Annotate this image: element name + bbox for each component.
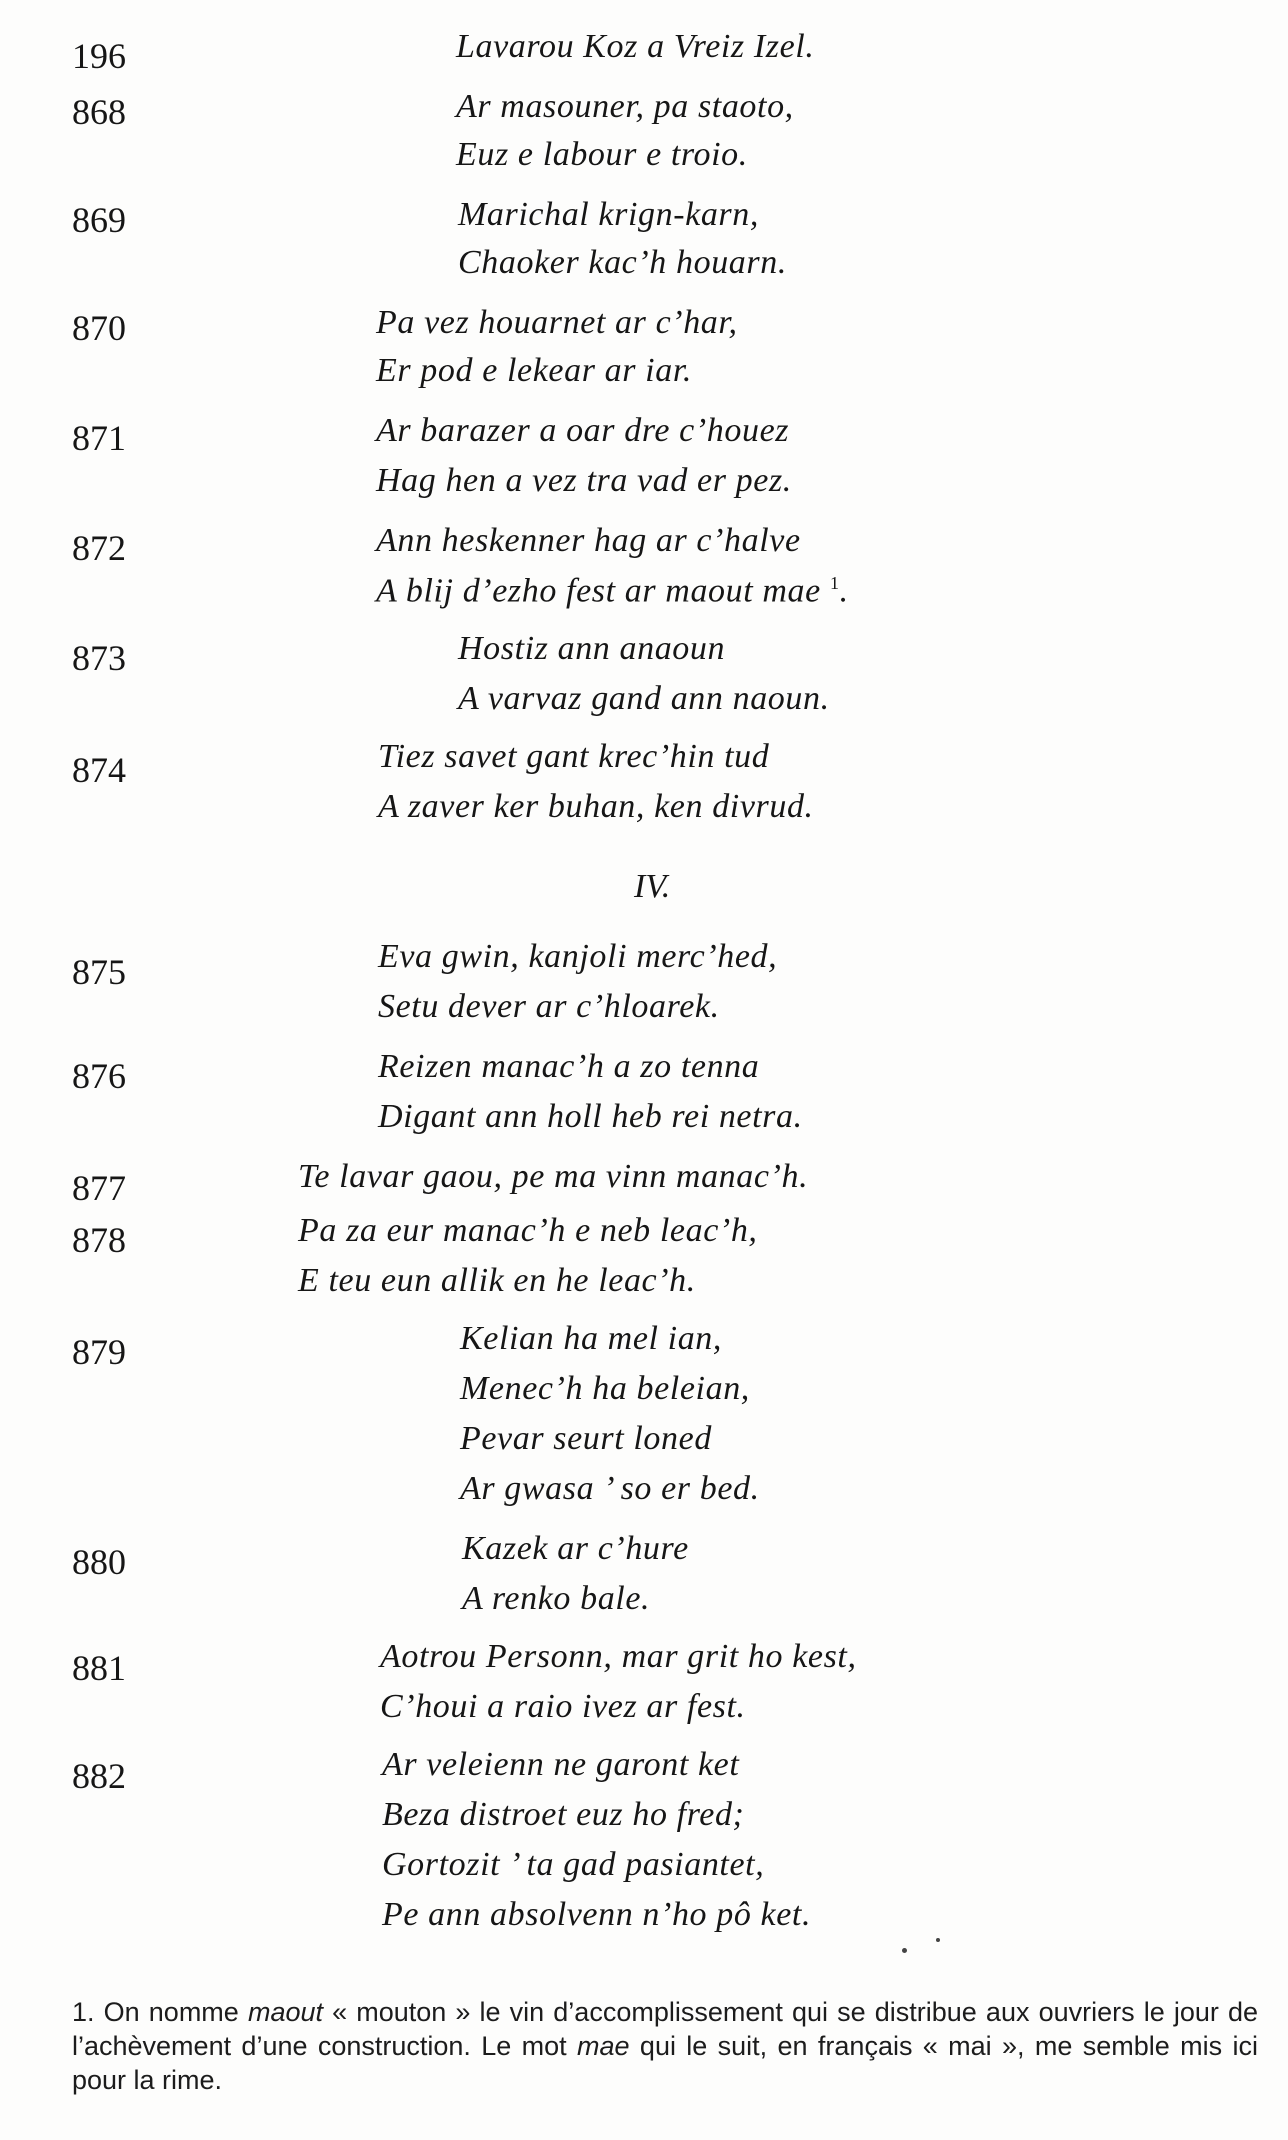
verse-line: Euz e labour e troio. <box>456 136 748 173</box>
footnote-term-maout: maout <box>247 1997 323 2027</box>
verse-line: Pa za eur manac’h e neb leac’h, <box>298 1212 758 1249</box>
proverb-number: 873 <box>72 638 126 678</box>
footnote-text: qui le suit, en français « mai », me semble mis ici pour la rime. <box>72 2031 1258 2095</box>
proverb-number: 878 <box>72 1220 126 1260</box>
verse-line: Aotrou Personn, mar grit ho kest, <box>380 1638 857 1675</box>
verse-line: Hostiz ann anaoun <box>458 630 726 667</box>
footnote-term-mae: mae <box>577 2031 630 2061</box>
proverb-number: 880 <box>72 1542 126 1582</box>
verse-line: Eva gwin, kanjoli merc’hed, <box>378 938 778 975</box>
proverb-number: 871 <box>72 418 126 458</box>
verse-line: Pe ann absolvenn n’ho pô ket. <box>382 1896 812 1933</box>
verse-line: Kazek ar c’hure <box>462 1530 689 1567</box>
proverb-number: 879 <box>72 1332 126 1372</box>
proverb-number: 876 <box>72 1056 126 1096</box>
proverb-number: 869 <box>72 200 126 240</box>
footnote-text: On nomme <box>103 1997 239 2027</box>
proverb-number: 875 <box>72 952 126 992</box>
verse-punctuation: . <box>839 572 849 610</box>
page-number: 196 <box>72 36 126 76</box>
verse-text: A blij d’ezho fest ar maout mae <box>376 572 821 610</box>
verse-line: Ar barazer a oar dre c’houez <box>376 412 790 449</box>
footnote-text: « mouton » le vin d’accomplissement qui se distribue aux ouvriers le jour de l’achèvement d’une construction. Le mot <box>72 1997 1258 2061</box>
verse-line: Ar veleienn ne garont ket <box>382 1746 740 1783</box>
verse-line: Kelian ha mel ian, <box>460 1320 722 1357</box>
verse-line: Gortozit ’ ta gad pasiantet, <box>382 1846 765 1883</box>
verse-line: Reizen manac’h a zo tenna <box>378 1048 760 1085</box>
proverb-number: 872 <box>72 528 126 568</box>
footnote-marker: 1. <box>72 1997 95 2027</box>
verse-line: Er pod e lekear ar iar. <box>376 352 692 389</box>
footnote-reference: 1 <box>829 573 840 593</box>
verse-line: Ar masouner, pa staoto, <box>456 88 794 125</box>
verse-line: A varvaz gand ann naoun. <box>458 680 830 717</box>
verse-line: Pa vez houarnet ar c’har, <box>376 304 738 341</box>
proverb-number: 881 <box>72 1648 126 1688</box>
verse-line: Chaoker kac’h houarn. <box>458 244 787 281</box>
verse-line: Digant ann holl heb rei netra. <box>378 1098 803 1135</box>
verse-line: A renko bale. <box>462 1580 651 1617</box>
verse-line: C’houi a raio ivez ar fest. <box>380 1688 746 1725</box>
verse-line: Hag hen a vez tra vad er pez. <box>376 462 792 499</box>
proverb-number: 877 <box>72 1168 126 1208</box>
verse-line: Pevar seurt loned <box>460 1420 712 1457</box>
verse-line: Tiez savet gant krec’hin tud <box>378 738 770 775</box>
verse-line: E teu eun allik en he leac’h. <box>298 1262 696 1299</box>
verse-line: Te lavar gaou, pe ma vinn manac’h. <box>298 1158 809 1195</box>
proverb-number: 874 <box>72 750 126 790</box>
verse-line: Ann heskenner hag ar c’halve <box>376 522 801 559</box>
verse-line: Setu dever ar c’hloarek. <box>378 988 720 1025</box>
verse-line: Marichal krign-karn, <box>458 196 759 233</box>
verse-line: Beza distroet euz ho fred; <box>382 1796 745 1833</box>
running-title: Lavarou Koz a Vreiz Izel. <box>456 28 815 65</box>
print-speck <box>936 1938 940 1942</box>
proverb-number: 882 <box>72 1756 126 1796</box>
verse-line: A zaver ker buhan, ken divrud. <box>378 788 814 825</box>
verse-line <box>376 574 849 608</box>
print-speck <box>902 1948 907 1953</box>
proverb-number: 870 <box>72 308 126 348</box>
proverb-number: 868 <box>72 92 126 132</box>
verse-line: Menec’h ha beleian, <box>460 1370 750 1407</box>
verse-line: Ar gwasa ’ so er bed. <box>460 1470 760 1507</box>
footnote <box>72 1995 1258 2097</box>
section-heading: IV. <box>634 868 671 905</box>
